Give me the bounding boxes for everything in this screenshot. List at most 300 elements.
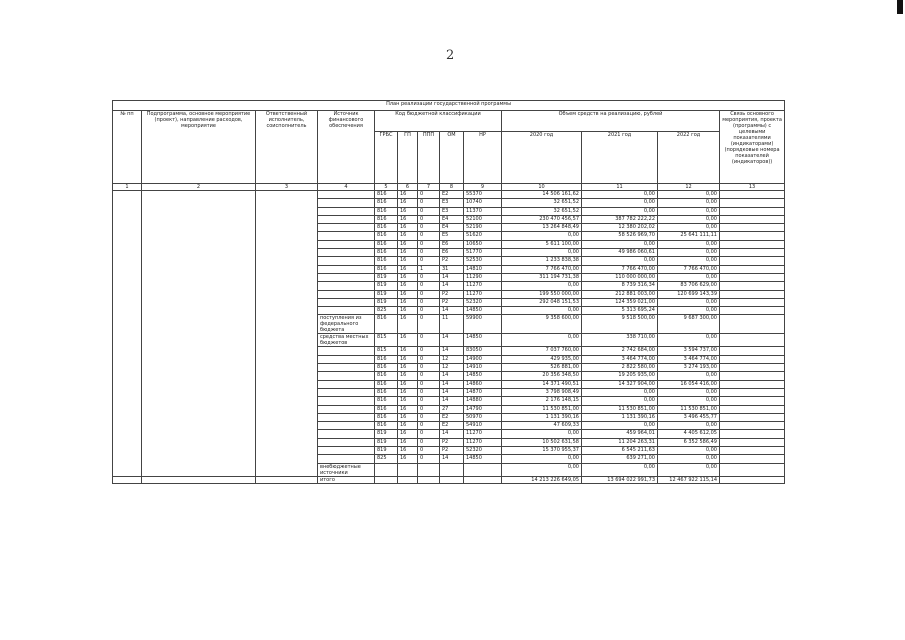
cell-funding-source <box>318 307 375 315</box>
cell-gp: 16 <box>398 282 418 290</box>
cell-2022: 0,00 <box>658 240 720 248</box>
cell-2022: 0,00 <box>658 191 720 199</box>
cell-grbs: 816 <box>375 215 398 223</box>
header-responsible: Ответственный исполнитель, соисполнитель <box>256 111 318 184</box>
cell-2021: 338 710,00 <box>582 334 658 347</box>
cell-funding-source <box>318 355 375 363</box>
cell-gp: 16 <box>398 334 418 347</box>
cell-2021: 8 739 316,34 <box>582 282 658 290</box>
column-number: 10 <box>502 184 582 191</box>
cell-pgp: 0 <box>418 388 440 396</box>
cell-2022: 4 405 612,05 <box>658 430 720 438</box>
cell-om: P2 <box>440 290 464 298</box>
cell-2020: 230 470 456,57 <box>502 215 582 223</box>
cell-2022: 0,00 <box>658 257 720 265</box>
cell-grbs: 819 <box>375 282 398 290</box>
cell-gp: 16 <box>398 290 418 298</box>
cell-indicator <box>720 430 785 438</box>
cell-grbs: 816 <box>375 232 398 240</box>
cell-grbs: 816 <box>375 199 398 207</box>
cell-indicator <box>720 257 785 265</box>
cell-grbs: 819 <box>375 438 398 446</box>
cell-gp: 16 <box>398 364 418 372</box>
cell-om: E6 <box>440 249 464 257</box>
cell-2022: 3 464 774,00 <box>658 355 720 363</box>
cell-2020: 14 506 161,62 <box>502 191 582 199</box>
cell-empty <box>256 476 318 483</box>
total-2020: 14 213 226 649,05 <box>502 476 582 483</box>
cell-grbs: 819 <box>375 290 398 298</box>
cell-pgp: 0 <box>418 380 440 388</box>
cell-nr: 14910 <box>464 364 502 372</box>
cell-2021: 212 881 003,00 <box>582 290 658 298</box>
cell-nr: 52530 <box>464 257 502 265</box>
cell-funding-source <box>318 413 375 421</box>
cell-pgp: 0 <box>418 199 440 207</box>
cell-om: 14 <box>440 397 464 405</box>
cell-pgp: 0 <box>418 191 440 199</box>
cell-pgp: 0 <box>418 290 440 298</box>
cell-2022: 0,00 <box>658 422 720 430</box>
cell-indicator <box>720 290 785 298</box>
cell-2021: 11 530 851,00 <box>582 405 658 413</box>
cell-2022: 0,00 <box>658 307 720 315</box>
cell-2020: 3 798 908,49 <box>502 388 582 396</box>
cell-2022: 0,00 <box>658 215 720 223</box>
cell-gp: 16 <box>398 240 418 248</box>
cell-om: E2 <box>440 191 464 199</box>
cell-indicator <box>720 232 785 240</box>
cell-gp: 16 <box>398 455 418 463</box>
cell-gp: 16 <box>398 273 418 281</box>
cell-2020: 2 176 148,15 <box>502 397 582 405</box>
cell-indicator <box>720 240 785 248</box>
cell-2020: 0,00 <box>502 307 582 315</box>
column-number: 2 <box>142 184 256 191</box>
cell-gp: 16 <box>398 199 418 207</box>
cell-2021: 387 782 222,22 <box>582 215 658 223</box>
cell-2022: 0,00 <box>658 298 720 306</box>
header-2021: 2021 год <box>582 132 658 184</box>
cell-empty <box>418 476 440 483</box>
cell-om: 12 <box>440 364 464 372</box>
cell-funding-source: средства местных бюджетов <box>318 334 375 347</box>
cell-nr: 52320 <box>464 298 502 306</box>
cell-pgp: 0 <box>418 447 440 455</box>
cell-om: E5 <box>440 232 464 240</box>
cell-grbs: 816 <box>375 224 398 232</box>
cell-2020: 9 358 600,00 <box>502 315 582 334</box>
cell-grbs: 816 <box>375 380 398 388</box>
cell-2021: 14 327 904,00 <box>582 380 658 388</box>
cell-funding-source <box>318 240 375 248</box>
cell-funding-source <box>318 372 375 380</box>
cell-gp: 16 <box>398 257 418 265</box>
cell-om: 14 <box>440 388 464 396</box>
cell-2022: 0,00 <box>658 372 720 380</box>
cell-funding-source <box>318 191 375 199</box>
cell-indicator <box>720 405 785 413</box>
cell-funding-source <box>318 347 375 355</box>
cell-pgp <box>418 463 440 476</box>
cell-funding-source <box>318 430 375 438</box>
cell-indicator <box>720 364 785 372</box>
cell-2020: 1 233 838,38 <box>502 257 582 265</box>
cell-gp: 16 <box>398 430 418 438</box>
header-grbs: ГРБС <box>375 132 398 184</box>
cell-grbs: 816 <box>375 315 398 334</box>
cell-funding-source <box>318 298 375 306</box>
cell-gp: 16 <box>398 397 418 405</box>
cell-gp: 16 <box>398 438 418 446</box>
cell-om: 12 <box>440 355 464 363</box>
cell-pgp: 0 <box>418 405 440 413</box>
cell-funding-source <box>318 257 375 265</box>
cell-2021: 459 964,01 <box>582 430 658 438</box>
cell-2022: 6 352 586,49 <box>658 438 720 446</box>
cell-funding-source <box>318 455 375 463</box>
cell-2021: 9 518 500,00 <box>582 315 658 334</box>
column-number: 8 <box>440 184 464 191</box>
cell-2020: 0,00 <box>502 232 582 240</box>
cell-nr: 10740 <box>464 199 502 207</box>
cell-empty <box>398 476 418 483</box>
cell-2020: 292 048 151,53 <box>502 298 582 306</box>
cell-2020: 526 881,00 <box>502 364 582 372</box>
cell-indicator <box>720 282 785 290</box>
cell-indicator <box>720 380 785 388</box>
cell-pgp: 0 <box>418 422 440 430</box>
header-budget-amount: Объем средств на реализацию, рублей <box>502 111 720 132</box>
cell-nr: 14860 <box>464 380 502 388</box>
cell-grbs: 825 <box>375 307 398 315</box>
cell-grbs: 816 <box>375 422 398 430</box>
cell-nr: 59900 <box>464 315 502 334</box>
cell-nr: 52100 <box>464 215 502 223</box>
cell-om: 14 <box>440 334 464 347</box>
cell-om: 14 <box>440 282 464 290</box>
cell-nr: 11370 <box>464 207 502 215</box>
cell-2020: 7 766 470,00 <box>502 265 582 273</box>
cell-om: P2 <box>440 298 464 306</box>
cell-2021: 0,00 <box>582 463 658 476</box>
cell-grbs: 815 <box>375 347 398 355</box>
cell-indicator <box>720 307 785 315</box>
cell-nr: 11270 <box>464 438 502 446</box>
cell-pgp: 0 <box>418 273 440 281</box>
cell-2020: 32 651,52 <box>502 207 582 215</box>
cell-grbs: 816 <box>375 364 398 372</box>
cell-pgp: 0 <box>418 413 440 421</box>
cell-grbs: 816 <box>375 240 398 248</box>
cell-2022: 7 766 470,00 <box>658 265 720 273</box>
cell-2022: 0,00 <box>658 207 720 215</box>
cell-2021: 0,00 <box>582 191 658 199</box>
cell-funding-source <box>318 422 375 430</box>
cell-grbs: 816 <box>375 191 398 199</box>
cell-2021: 0,00 <box>582 388 658 396</box>
cell-pgp: 0 <box>418 207 440 215</box>
cell-indicator <box>720 388 785 396</box>
cell-indicator <box>720 215 785 223</box>
cell-nr: 14870 <box>464 388 502 396</box>
cell-pgp: 0 <box>418 224 440 232</box>
cell-grbs: 819 <box>375 298 398 306</box>
cell-om: 31 <box>440 265 464 273</box>
cell-indicator <box>720 298 785 306</box>
cell-gp: 16 <box>398 298 418 306</box>
cell-funding-source <box>318 405 375 413</box>
column-number: 4 <box>318 184 375 191</box>
cell-nr: 50970 <box>464 413 502 421</box>
cell-gp: 16 <box>398 355 418 363</box>
cell-nr: 14850 <box>464 307 502 315</box>
cell-2020: 199 550 000,00 <box>502 290 582 298</box>
cell-grbs: 816 <box>375 372 398 380</box>
cell-2020: 0,00 <box>502 334 582 347</box>
cell-pgp: 0 <box>418 307 440 315</box>
column-number: 9 <box>464 184 502 191</box>
cell-empty <box>464 476 502 483</box>
cell-pgp: 0 <box>418 249 440 257</box>
cell-2020: 0,00 <box>502 455 582 463</box>
cell-grbs: 816 <box>375 249 398 257</box>
header-funding-source: Источник финансового обеспечения <box>318 111 375 184</box>
cell-om: E3 <box>440 207 464 215</box>
cell-funding-source <box>318 199 375 207</box>
cell-funding-source <box>318 397 375 405</box>
cell-om: 14 <box>440 347 464 355</box>
cell-2022: 25 641 111,11 <box>658 232 720 240</box>
cell-2022: 0,00 <box>658 447 720 455</box>
cell-grbs: 816 <box>375 257 398 265</box>
cell-indicator <box>720 265 785 273</box>
cell-indicator <box>720 207 785 215</box>
cell-grbs: 816 <box>375 207 398 215</box>
cell-empty <box>720 476 785 483</box>
total-2021: 13 694 022 991,73 <box>582 476 658 483</box>
cell-funding-source <box>318 224 375 232</box>
cell-2020: 7 037 760,00 <box>502 347 582 355</box>
cell-nr: 51770 <box>464 249 502 257</box>
column-number: 1 <box>113 184 142 191</box>
cell-indicator <box>720 438 785 446</box>
cell-2022: 0,00 <box>658 463 720 476</box>
cell-grbs: 825 <box>375 455 398 463</box>
header-pgp: ППП <box>418 132 440 184</box>
cell-nr: 11270 <box>464 290 502 298</box>
cell-2021: 1 131 390,16 <box>582 413 658 421</box>
column-number: 7 <box>418 184 440 191</box>
column-number-row <box>113 184 785 191</box>
header-2020: 2020 год <box>502 132 582 184</box>
cell-2021: 5 313 695,24 <box>582 307 658 315</box>
header-budget-code: Код бюджетной классификации <box>375 111 502 132</box>
cell-2022: 0,00 <box>658 388 720 396</box>
cell-2022: 0,00 <box>658 249 720 257</box>
cell-2021: 12 380 202,02 <box>582 224 658 232</box>
cell-om: E6 <box>440 240 464 248</box>
column-number: 6 <box>398 184 418 191</box>
cell-nr: 52190 <box>464 224 502 232</box>
cell-funding-source <box>318 364 375 372</box>
header-subprogram: Подпрограмма, основное мероприятие (проект), направление расходов, мероприятие <box>142 111 256 184</box>
cell-om: 14 <box>440 372 464 380</box>
cell-om: E4 <box>440 215 464 223</box>
cell-pgp: 0 <box>418 232 440 240</box>
cell-indicator <box>720 347 785 355</box>
cell-grbs <box>375 463 398 476</box>
cell-2020: 0,00 <box>502 463 582 476</box>
cell-pgp: 0 <box>418 355 440 363</box>
header-gp: ГП <box>398 132 418 184</box>
cell-gp: 16 <box>398 447 418 455</box>
column-number: 13 <box>720 184 785 191</box>
cell-2021: 49 986 060,61 <box>582 249 658 257</box>
cell-2020: 0,00 <box>502 282 582 290</box>
cell-om: 14 <box>440 455 464 463</box>
cell-funding-source: внебюджетные источники <box>318 463 375 476</box>
column-number: 12 <box>658 184 720 191</box>
cell-2021: 11 204 263,31 <box>582 438 658 446</box>
cell-gp: 16 <box>398 315 418 334</box>
cell-om: 14 <box>440 307 464 315</box>
cell-funding-source <box>318 215 375 223</box>
cell-nr: 51620 <box>464 232 502 240</box>
page-number: 2 <box>446 48 455 63</box>
table-row <box>113 191 785 199</box>
cell-om: 14 <box>440 430 464 438</box>
cell-2021: 0,00 <box>582 397 658 405</box>
cell-pgp: 0 <box>418 298 440 306</box>
cell-2020: 47 609,33 <box>502 422 582 430</box>
cell-gp: 16 <box>398 347 418 355</box>
cell-funding-source <box>318 249 375 257</box>
header-indicators: Связь основного мероприятия, проекта (программы) с целевыми показателями (индикаторами) (порядковые номера показателей (индикаторов)) <box>720 111 785 184</box>
cell-nr: 14900 <box>464 355 502 363</box>
cell-funding-source <box>318 388 375 396</box>
cell-pgp: 0 <box>418 430 440 438</box>
cell-nr <box>464 463 502 476</box>
cell-2020: 10 502 631,58 <box>502 438 582 446</box>
cell-om: 27 <box>440 405 464 413</box>
cell-2022: 0,00 <box>658 455 720 463</box>
cell-2020: 11 530 851,00 <box>502 405 582 413</box>
table-body <box>113 191 785 477</box>
column-number: 5 <box>375 184 398 191</box>
column-number: 11 <box>582 184 658 191</box>
cell-2022: 0,00 <box>658 224 720 232</box>
cell-funding-source <box>318 207 375 215</box>
cell-nr: 14790 <box>464 405 502 413</box>
cell-empty <box>142 476 256 483</box>
cell-gp: 16 <box>398 232 418 240</box>
cell-2022: 9 687 300,00 <box>658 315 720 334</box>
cell-2022: 0,00 <box>658 334 720 347</box>
cell-om: E2 <box>440 413 464 421</box>
scan-edge-mark <box>897 0 903 14</box>
cell-nr: 14850 <box>464 334 502 347</box>
cell-2022: 3 496 455,77 <box>658 413 720 421</box>
cell-funding-source <box>318 447 375 455</box>
cell-om: P2 <box>440 447 464 455</box>
cell-2021: 19 205 935,00 <box>582 372 658 380</box>
cell-indicator <box>720 372 785 380</box>
cell-nr: 54910 <box>464 422 502 430</box>
cell-funding-source <box>318 438 375 446</box>
total-label: итого <box>318 476 375 483</box>
cell-2022: 0,00 <box>658 397 720 405</box>
cell-om: E2 <box>440 422 464 430</box>
cell-gp: 16 <box>398 215 418 223</box>
cell-responsible <box>256 191 318 477</box>
cell-funding-source <box>318 265 375 273</box>
cell-gp: 16 <box>398 372 418 380</box>
header-om: ОМ <box>440 132 464 184</box>
cell-om: 11 <box>440 315 464 334</box>
table-title: План реализации государственной программы <box>113 101 785 111</box>
cell-2021: 0,00 <box>582 257 658 265</box>
cell-2021: 6 545 211,63 <box>582 447 658 455</box>
cell-2021: 3 464 774,00 <box>582 355 658 363</box>
cell-empty <box>375 476 398 483</box>
cell-pgp: 0 <box>418 215 440 223</box>
total-row <box>113 476 785 483</box>
cell-funding-source <box>318 232 375 240</box>
cell-nr: 14880 <box>464 397 502 405</box>
column-number: 3 <box>256 184 318 191</box>
cell-2022: 3 594 737,00 <box>658 347 720 355</box>
cell-indicator <box>720 413 785 421</box>
cell-2022: 0,00 <box>658 273 720 281</box>
cell-grbs: 819 <box>375 273 398 281</box>
cell-nr: 11270 <box>464 282 502 290</box>
cell-indicator <box>720 455 785 463</box>
cell-nr: 55370 <box>464 191 502 199</box>
cell-pgp: 0 <box>418 397 440 405</box>
cell-2021: 0,00 <box>582 199 658 207</box>
cell-2020: 0,00 <box>502 430 582 438</box>
cell-pgp: 0 <box>418 347 440 355</box>
cell-2022: 83 706 629,00 <box>658 282 720 290</box>
header-2022: 2022 год <box>658 132 720 184</box>
cell-nr: 11270 <box>464 430 502 438</box>
cell-gp: 16 <box>398 405 418 413</box>
cell-gp: 16 <box>398 388 418 396</box>
cell-grbs: 816 <box>375 397 398 405</box>
cell-funding-source <box>318 380 375 388</box>
cell-nr: 83050 <box>464 347 502 355</box>
cell-2020: 14 371 490,51 <box>502 380 582 388</box>
cell-2021: 0,00 <box>582 207 658 215</box>
cell-funding-source <box>318 290 375 298</box>
cell-gp: 16 <box>398 224 418 232</box>
cell-indicator <box>720 273 785 281</box>
cell-gp: 16 <box>398 380 418 388</box>
cell-2022: 0,00 <box>658 199 720 207</box>
cell-pgp: 0 <box>418 257 440 265</box>
cell-pgp: 0 <box>418 334 440 347</box>
cell-om <box>440 463 464 476</box>
cell-subprogram <box>142 191 256 477</box>
cell-grbs: 816 <box>375 405 398 413</box>
cell-funding-source: поступления из федерального бюджета <box>318 315 375 334</box>
cell-gp: 16 <box>398 307 418 315</box>
cell-2020: 13 264 848,49 <box>502 224 582 232</box>
total-2022: 12 467 922 115,14 <box>658 476 720 483</box>
cell-2021: 2 822 580,00 <box>582 364 658 372</box>
cell-nr: 14850 <box>464 372 502 380</box>
